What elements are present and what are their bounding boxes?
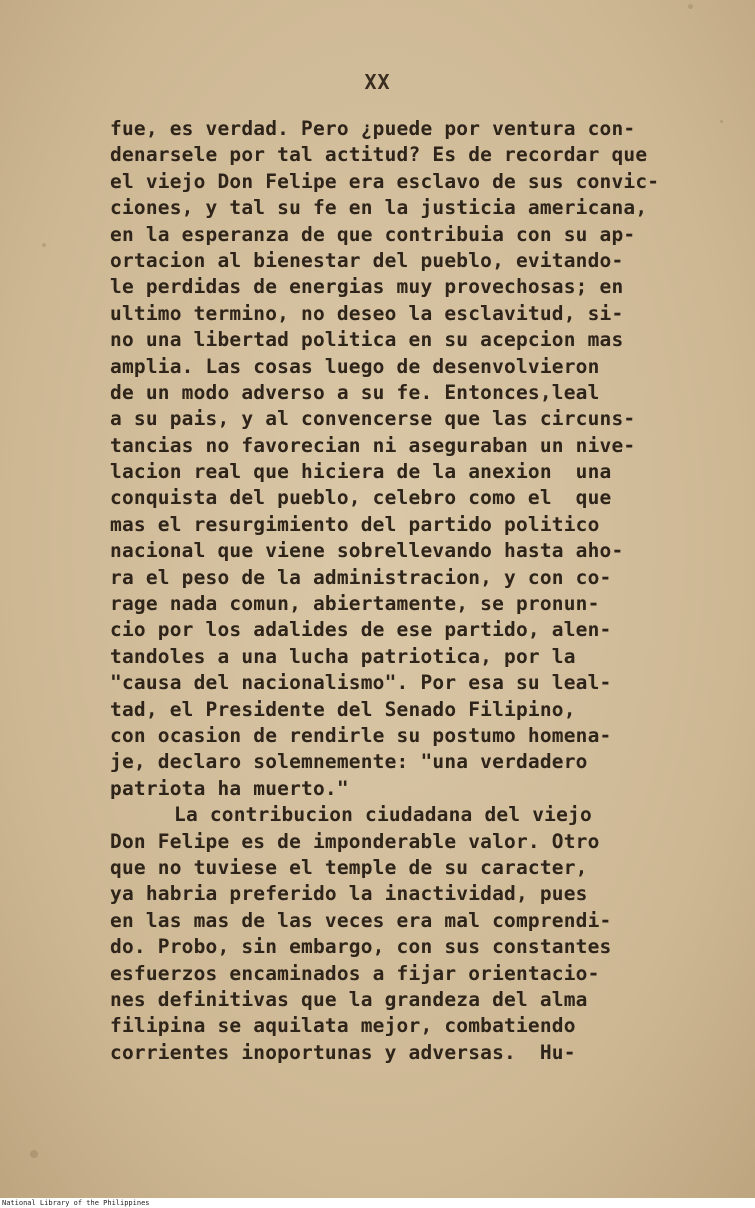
text-line: a su pais, y al convencerse que las circuns- xyxy=(110,407,636,431)
text-line: "causa del nacionalismo". Por esa su leal- xyxy=(110,671,612,695)
text-line: en la esperanza de que contribuia con su ap- xyxy=(110,222,636,246)
text-line: el viejo Don Felipe era esclavo de sus convic- xyxy=(110,169,660,193)
text-line: filipina se aquilata mejor, combatiendo xyxy=(110,1014,576,1038)
text-line: patriota ha muerto." xyxy=(110,776,349,800)
text-line: do. Probo, sin embargo, con sus constantes xyxy=(110,935,612,959)
text-line: je, declaro solemnemente: "una verdadero xyxy=(110,750,588,774)
text-line: tad, el Presidente del Senado Filipino, xyxy=(110,697,576,721)
text-line: con ocasion de rendirle su postumo homena- xyxy=(110,723,612,747)
text-line: conquista del pueblo, celebro como el que xyxy=(110,486,612,510)
text-line: lacion real que hiciera de la anexion una xyxy=(110,460,612,484)
text-line: en las mas de las veces era mal comprendi- xyxy=(110,908,612,932)
body-text xyxy=(110,116,700,1066)
text-line: rage nada comun, abiertamente, se pronun- xyxy=(110,592,600,616)
text-line: tancias no favorecian ni aseguraban un nive- xyxy=(110,433,636,457)
text-line: denarsele por tal actitud? Es de recordar que xyxy=(110,143,648,167)
text-line: amplia. Las cosas luego de desenvolvieron xyxy=(110,354,600,378)
text-line: Don Felipe es de imponderable valor. Otro xyxy=(110,829,600,853)
text-line: fue, es verdad. Pero ¿puede por ventura con- xyxy=(110,117,636,140)
text-line: mas el resurgimiento del partido politico xyxy=(110,512,600,536)
text-line: La contribucion ciudadana del viejo xyxy=(174,803,592,827)
page-number: XX xyxy=(364,70,391,94)
text-line: le perdidas de energias muy provechosas; en xyxy=(110,275,624,299)
paper-stain xyxy=(720,120,723,123)
text-line: ra el peso de la administracion, y con co- xyxy=(110,565,612,589)
text-line: no una libertad politica en su acepcion mas xyxy=(110,328,624,352)
library-credit: National Library of the Philippines xyxy=(0,1198,755,1208)
paper-stain xyxy=(42,243,46,247)
text-line: esfuerzos encaminados a fijar orientacio- xyxy=(110,961,600,985)
paper-stain xyxy=(30,1150,38,1158)
text-line: ciones, y tal su fe en la justicia americana, xyxy=(110,196,648,220)
text-line: nes definitivas que la grandeza del alma xyxy=(110,987,588,1011)
text-line: tandoles a una lucha patriotica, por la xyxy=(110,644,576,668)
text-line: corrientes inoportunas y adversas. Hu- xyxy=(110,1040,576,1064)
text-line: ultimo termino, no deseo la esclavitud, si- xyxy=(110,301,624,325)
text-line: ya habria preferido la inactividad, pues xyxy=(110,882,588,906)
text-line: que no tuviese el temple de su caracter, xyxy=(110,855,588,879)
text-line: cio por los adalides de ese partido, alen- xyxy=(110,618,612,642)
text-line: de un modo adverso a su fe. Entonces,leal xyxy=(110,380,600,404)
paper-stain xyxy=(688,4,693,9)
text-line: ortacion al bienestar del pueblo, evitando- xyxy=(110,248,624,272)
text-line: nacional que viene sobrellevando hasta aho- xyxy=(110,539,624,563)
